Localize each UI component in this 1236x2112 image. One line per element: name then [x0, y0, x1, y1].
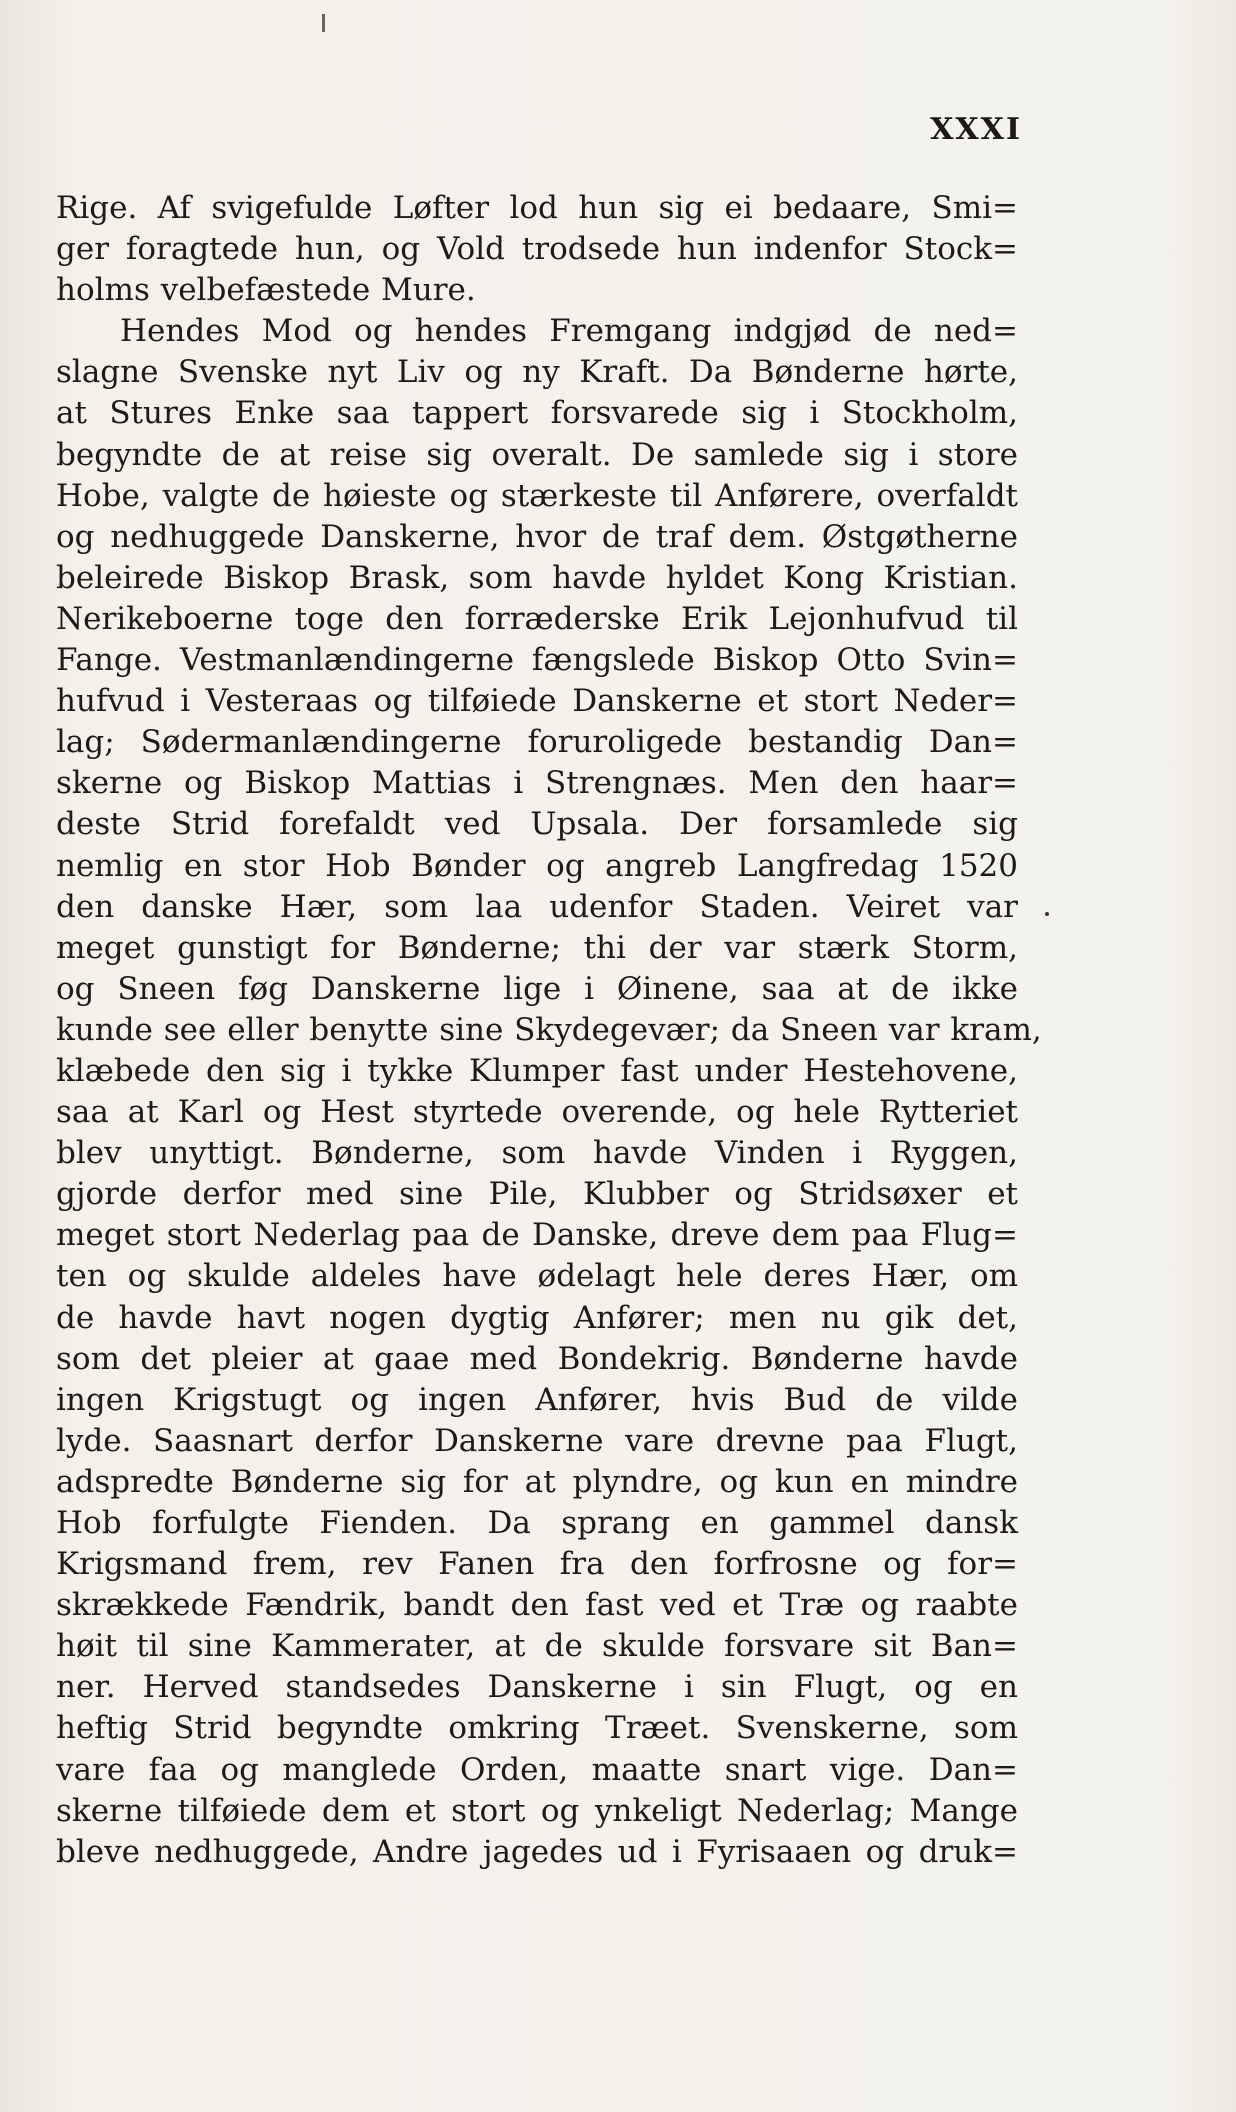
- text-line: lyde. Saasnart derfor Danskerne vare drevne paa Flugt,: [56, 1422, 1018, 1459]
- text-line: at Stures Enke saa tappert forsvarede sig i Stockholm,: [56, 395, 1018, 432]
- text-line: gjorde derfor med sine Pile, Klubber og Stridsøxer et: [56, 1176, 1018, 1213]
- paragraph-first-line: Hendes Mod og hendes Fremgang indgjød de ned=: [120, 313, 1018, 350]
- text-line: heftig Strid begyndte omkring Træet. Svenskerne, som: [56, 1710, 1018, 1747]
- text-line: skerne og Biskop Mattias i Strengnæs. Men den haar=: [56, 765, 1018, 802]
- text-line: beleirede Biskop Brask, som havde hyldet Kong Kristian.: [56, 559, 1018, 596]
- text-line: Nerikeboerne toge den forræderske Erik Lejonhufvud til: [56, 600, 1018, 637]
- text-line: og Sneen føg Danskerne lige i Øinene, saa at de ikke: [56, 970, 1018, 1007]
- text-line: adspredte Bønderne sig for at plyndre, og kun en mindre: [56, 1463, 1018, 1500]
- text-line: meget gunstigt for Bønderne; thi der var stærk Storm,: [56, 929, 1018, 966]
- text-line: kunde see eller benytte sine Skydegevær; da Sneen var kram,: [56, 1011, 1042, 1048]
- text-line: bleve nedhuggede, Andre jagedes ud i Fyrisaaen og druk=: [56, 1833, 1018, 1870]
- text-line: klæbede den sig i tykke Klumper fast under Hestehovene,: [56, 1052, 1018, 1089]
- text-line: den danske Hær, som laa udenfor Staden. Veiret var: [56, 888, 1018, 925]
- text-line: holms velbefæstede Mure.: [56, 272, 476, 309]
- text-line: begyndte de at reise sig overalt. De samlede sig i store: [56, 436, 1018, 473]
- text-line: hufvud i Vesteraas og tilføiede Danskerne et stort Neder=: [56, 683, 1018, 720]
- text-line: Hobe, valgte de høieste og stærkeste til Anførere, overfaldt: [56, 477, 1018, 514]
- text-line: meget stort Nederlag paa de Danske, dreve dem paa Flug=: [56, 1217, 1018, 1254]
- text-line: og nedhuggede Danskerne, hvor de traf dem. Østgøtherne: [56, 518, 1018, 555]
- printer-mark: [322, 14, 325, 32]
- text-line: slagne Svenske nyt Liv og ny Kraft. Da Bønderne hørte,: [56, 354, 1018, 391]
- text-line: skerne tilføiede dem et stort og ynkeligt Nederlag; Mange: [56, 1792, 1018, 1829]
- text-line: som det pleier at gaae med Bondekrig. Bønderne havde: [56, 1340, 1018, 1377]
- text-line: saa at Karl og Hest styrtede overende, og hele Rytteriet: [56, 1094, 1018, 1131]
- text-line: Hob forfulgte Fienden. Da sprang en gammel dansk: [56, 1505, 1018, 1541]
- text-line: ner. Herved standsedes Danskerne i sin Flugt, og en: [56, 1669, 1018, 1706]
- text-line: vare faa og manglede Orden, maatte snart vige. Dan=: [56, 1751, 1018, 1788]
- text-line: Fange. Vestmanlændingerne fængslede Biskop Otto Svin=: [56, 642, 1018, 679]
- text-line: Rige. Af svigefulde Løfter lod hun sig ei bedaare, Smi=: [56, 190, 1018, 226]
- text-line: ten og skulde aldeles have ødelagt hele deres Hær, om: [56, 1258, 1018, 1295]
- text-line: nemlig en stor Hob Bønder og angreb Langfredag 1520: [56, 847, 1018, 884]
- text-line: skrækkede Fændrik, bandt den fast ved et Træ og raabte: [56, 1587, 1018, 1624]
- text-line: lag; Sødermanlændingerne foruroligede bestandig Dan=: [56, 724, 1018, 761]
- page-number: XXXI: [930, 112, 1022, 147]
- text-line: de havde havt nogen dygtig Anfører; men nu gik det,: [56, 1299, 1018, 1336]
- text-line: Krigsmand frem, rev Fanen fra den forfrosne og for=: [56, 1546, 1018, 1583]
- body-text: [56, 188, 1042, 1873]
- ink-speck: [1045, 912, 1049, 916]
- text-line: ger foragtede hun, og Vold trodsede hun indenfor Stock=: [56, 231, 1018, 268]
- text-line: blev unyttigt. Bønderne, som havde Vinden i Ryggen,: [56, 1135, 1018, 1172]
- text-line: høit til sine Kammerater, at de skulde forsvare sit Ban=: [56, 1628, 1018, 1665]
- text-line: ingen Krigstugt og ingen Anfører, hvis Bud de vilde: [56, 1381, 1018, 1418]
- text-line: deste Strid forefaldt ved Upsala. Der forsamlede sig: [56, 806, 1018, 843]
